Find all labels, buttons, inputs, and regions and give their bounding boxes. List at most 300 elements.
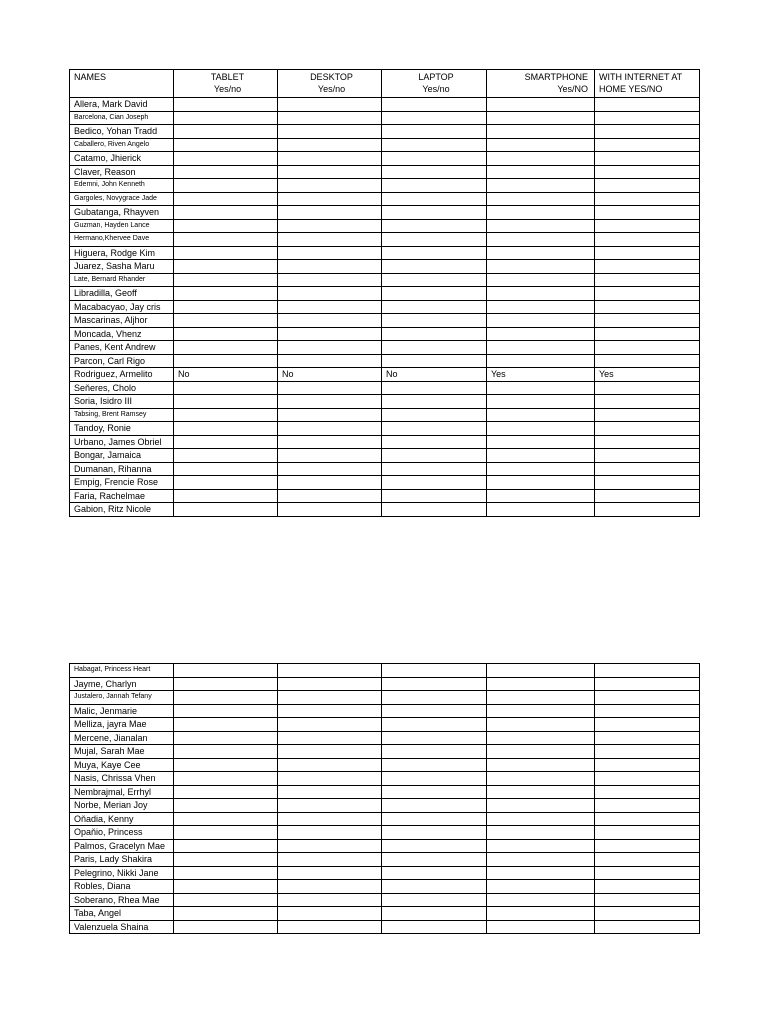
tablet-answer-cell — [174, 233, 278, 247]
student-name-cell: Barcelona, Cian Joseph — [70, 111, 174, 125]
desktop-answer-cell — [278, 219, 382, 233]
tablet-answer-cell — [174, 408, 278, 422]
header-desktop-sub: Yes/no — [317, 84, 346, 94]
internet-answer-cell — [595, 704, 700, 718]
tablet-answer-cell — [174, 395, 278, 409]
smartphone-answer-cell — [487, 179, 595, 193]
table-row — [70, 476, 700, 490]
table-row — [70, 907, 700, 921]
desktop-answer-cell — [278, 893, 382, 907]
laptop-answer-cell — [382, 880, 487, 894]
internet-answer-cell — [595, 799, 700, 813]
smartphone-answer-cell — [487, 691, 595, 705]
table-row — [70, 273, 700, 287]
tablet-answer-cell — [174, 718, 278, 732]
laptop-answer-cell — [382, 839, 487, 853]
internet-answer-cell — [595, 745, 700, 759]
header-names-label: NAMES — [74, 72, 107, 82]
laptop-answer-cell — [382, 435, 487, 449]
desktop-answer-cell — [278, 111, 382, 125]
table-row — [70, 341, 700, 355]
table-row — [70, 839, 700, 853]
smartphone-answer-cell — [487, 206, 595, 220]
student-name-cell: Parcon, Carl Rigo — [70, 354, 174, 368]
student-name-cell: Hermano,Khervee Dave — [70, 233, 174, 247]
internet-answer-cell — [595, 880, 700, 894]
tablet-answer-cell — [174, 179, 278, 193]
smartphone-answer-cell — [487, 785, 595, 799]
student-name-cell: Mascarinas, Aljhor — [70, 314, 174, 328]
laptop-answer-cell — [382, 138, 487, 152]
student-name-cell: Soria, Isidro III — [70, 395, 174, 409]
table-row — [70, 368, 700, 382]
tablet-answer-cell — [174, 745, 278, 759]
laptop-answer-cell — [382, 799, 487, 813]
table-row — [70, 260, 700, 274]
desktop-answer-cell — [278, 273, 382, 287]
internet-answer-cell — [595, 758, 700, 772]
internet-answer-cell — [595, 853, 700, 867]
desktop-answer-cell — [278, 152, 382, 166]
table-row — [70, 111, 700, 125]
internet-answer-cell: Yes — [595, 368, 700, 382]
internet-answer-cell — [595, 98, 700, 112]
tablet-answer-cell — [174, 327, 278, 341]
desktop-answer-cell — [278, 165, 382, 179]
laptop-answer-cell — [382, 98, 487, 112]
internet-answer-cell — [595, 839, 700, 853]
student-name-cell: Nembrajmal, Errhyl — [70, 785, 174, 799]
desktop-answer-cell — [278, 731, 382, 745]
smartphone-answer-cell — [487, 152, 595, 166]
laptop-answer-cell — [382, 125, 487, 139]
desktop-answer-cell — [278, 179, 382, 193]
desktop-answer-cell — [278, 260, 382, 274]
smartphone-answer-cell: Yes — [487, 368, 595, 382]
smartphone-answer-cell — [487, 300, 595, 314]
table-row — [70, 287, 700, 301]
smartphone-answer-cell — [487, 907, 595, 921]
student-name-cell: Paris, Lady Shakira — [70, 853, 174, 867]
laptop-answer-cell — [382, 341, 487, 355]
desktop-answer-cell — [278, 677, 382, 691]
laptop-answer-cell — [382, 731, 487, 745]
tablet-answer-cell — [174, 381, 278, 395]
tablet-answer-cell — [174, 704, 278, 718]
laptop-answer-cell — [382, 718, 487, 732]
student-name-cell: Allera, Mark David — [70, 98, 174, 112]
table-row — [70, 138, 700, 152]
smartphone-answer-cell — [487, 98, 595, 112]
student-name-cell: Urbano, James Obriel — [70, 435, 174, 449]
tablet-answer-cell — [174, 341, 278, 355]
header-desktop — [278, 70, 382, 98]
desktop-answer-cell — [278, 233, 382, 247]
internet-answer-cell — [595, 327, 700, 341]
table-row — [70, 300, 700, 314]
tablet-answer-cell — [174, 785, 278, 799]
desktop-answer-cell — [278, 839, 382, 853]
student-name-cell: Rodriguez, Armelito — [70, 368, 174, 382]
table-row — [70, 354, 700, 368]
tablet-answer-cell — [174, 489, 278, 503]
internet-answer-cell — [595, 273, 700, 287]
tablet-answer-cell: No — [174, 368, 278, 382]
desktop-answer-cell — [278, 327, 382, 341]
header-laptop-sub: Yes/no — [422, 84, 450, 94]
tablet-answer-cell — [174, 354, 278, 368]
internet-answer-cell — [595, 826, 700, 840]
student-name-cell: Robles, Diana — [70, 880, 174, 894]
desktop-answer-cell — [278, 462, 382, 476]
laptop-answer-cell — [382, 866, 487, 880]
desktop-answer-cell — [278, 435, 382, 449]
table-row — [70, 745, 700, 759]
table-row — [70, 893, 700, 907]
laptop-answer-cell — [382, 246, 487, 260]
desktop-answer-cell — [278, 691, 382, 705]
laptop-answer-cell — [382, 422, 487, 436]
smartphone-answer-cell — [487, 449, 595, 463]
internet-answer-cell — [595, 341, 700, 355]
desktop-answer-cell — [278, 745, 382, 759]
internet-answer-cell — [595, 138, 700, 152]
desktop-answer-cell — [278, 812, 382, 826]
laptop-answer-cell — [382, 206, 487, 220]
student-name-cell: Empig, Frencie Rose — [70, 476, 174, 490]
smartphone-answer-cell — [487, 246, 595, 260]
student-name-cell: Justalero, Jannah Tefany — [70, 691, 174, 705]
laptop-answer-cell — [382, 920, 487, 934]
header-tablet — [174, 70, 278, 98]
desktop-answer-cell — [278, 920, 382, 934]
table-row — [70, 206, 700, 220]
smartphone-answer-cell — [487, 758, 595, 772]
desktop-answer-cell — [278, 785, 382, 799]
desktop-answer-cell — [278, 300, 382, 314]
table-row — [70, 98, 700, 112]
student-name-cell: Norbe, Merian Joy — [70, 799, 174, 813]
student-name-cell: Oňadia, Kenny — [70, 812, 174, 826]
table-row — [70, 691, 700, 705]
tablet-answer-cell — [174, 664, 278, 678]
table-row — [70, 219, 700, 233]
smartphone-answer-cell — [487, 327, 595, 341]
desktop-answer-cell — [278, 395, 382, 409]
smartphone-answer-cell — [487, 853, 595, 867]
tablet-answer-cell — [174, 826, 278, 840]
student-name-cell: Malic, Jenmarie — [70, 704, 174, 718]
smartphone-answer-cell — [487, 314, 595, 328]
tablet-answer-cell — [174, 138, 278, 152]
smartphone-answer-cell — [487, 489, 595, 503]
student-name-cell: Late, Bernard Rhander — [70, 273, 174, 287]
internet-answer-cell — [595, 408, 700, 422]
laptop-answer-cell — [382, 233, 487, 247]
header-desktop-label: DESKTOP — [310, 72, 353, 82]
desktop-answer-cell — [278, 704, 382, 718]
student-name-cell: Mercene, Jianalan — [70, 731, 174, 745]
desktop-answer-cell — [278, 138, 382, 152]
laptop-answer-cell — [382, 758, 487, 772]
tablet-answer-cell — [174, 866, 278, 880]
desktop-answer-cell — [278, 758, 382, 772]
smartphone-answer-cell — [487, 799, 595, 813]
internet-answer-cell — [595, 489, 700, 503]
table-row — [70, 125, 700, 139]
internet-answer-cell — [595, 422, 700, 436]
table-row — [70, 812, 700, 826]
laptop-answer-cell — [382, 449, 487, 463]
table-row — [70, 664, 700, 678]
desktop-answer-cell — [278, 489, 382, 503]
table-row — [70, 408, 700, 422]
smartphone-answer-cell — [487, 893, 595, 907]
student-name-cell: Claver, Reason — [70, 165, 174, 179]
desktop-answer-cell — [278, 246, 382, 260]
student-name-cell: Moncada, Vhenz — [70, 327, 174, 341]
smartphone-answer-cell — [487, 381, 595, 395]
internet-answer-cell — [595, 893, 700, 907]
laptop-answer-cell — [382, 826, 487, 840]
internet-answer-cell — [595, 165, 700, 179]
internet-answer-cell — [595, 772, 700, 786]
internet-answer-cell — [595, 260, 700, 274]
table-row — [70, 731, 700, 745]
internet-answer-cell — [595, 907, 700, 921]
internet-answer-cell — [595, 718, 700, 732]
laptop-answer-cell — [382, 152, 487, 166]
internet-answer-cell — [595, 435, 700, 449]
smartphone-answer-cell — [487, 920, 595, 934]
student-name-cell: Libradilla, Geoff — [70, 287, 174, 301]
student-name-cell: Nasis, Chrissa Vhen — [70, 772, 174, 786]
tablet-answer-cell — [174, 314, 278, 328]
tablet-answer-cell — [174, 246, 278, 260]
laptop-answer-cell — [382, 853, 487, 867]
table-row — [70, 704, 700, 718]
student-name-cell: Panes, Kent Andrew — [70, 341, 174, 355]
header-internet-sub: HOME YES/NO — [599, 84, 663, 94]
smartphone-answer-cell — [487, 880, 595, 894]
header-tablet-sub: Yes/no — [213, 84, 242, 94]
smartphone-answer-cell — [487, 664, 595, 678]
internet-answer-cell — [595, 691, 700, 705]
tablet-answer-cell — [174, 165, 278, 179]
tablet-answer-cell — [174, 287, 278, 301]
laptop-answer-cell — [382, 381, 487, 395]
smartphone-answer-cell — [487, 395, 595, 409]
desktop-answer-cell — [278, 476, 382, 490]
desktop-answer-cell — [278, 866, 382, 880]
tablet-answer-cell — [174, 462, 278, 476]
tablet-answer-cell — [174, 503, 278, 517]
student-name-cell: Habagat, Princess Heart — [70, 664, 174, 678]
smartphone-answer-cell — [487, 826, 595, 840]
internet-answer-cell — [595, 219, 700, 233]
student-name-cell: Juarez, Sasha Maru — [70, 260, 174, 274]
smartphone-answer-cell — [487, 677, 595, 691]
header-row — [70, 70, 700, 98]
laptop-answer-cell — [382, 273, 487, 287]
student-name-cell: Bedico, Yohan Tradd — [70, 125, 174, 139]
student-name-cell: Taba, Angel — [70, 907, 174, 921]
smartphone-answer-cell — [487, 422, 595, 436]
tablet-answer-cell — [174, 772, 278, 786]
header-smartphone-label: SMARTPHONE — [524, 72, 588, 82]
tablet-answer-cell — [174, 839, 278, 853]
smartphone-answer-cell — [487, 408, 595, 422]
smartphone-answer-cell — [487, 718, 595, 732]
laptop-answer-cell — [382, 219, 487, 233]
tablet-answer-cell — [174, 219, 278, 233]
laptop-answer-cell — [382, 772, 487, 786]
table-row — [70, 920, 700, 934]
desktop-answer-cell — [278, 206, 382, 220]
internet-answer-cell — [595, 179, 700, 193]
header-smartphone-sub: Yes/NO — [557, 84, 588, 94]
tablet-answer-cell — [174, 731, 278, 745]
internet-answer-cell — [595, 354, 700, 368]
desktop-answer-cell — [278, 772, 382, 786]
desktop-answer-cell — [278, 880, 382, 894]
student-name-cell: Higuera, Rodge Kim — [70, 246, 174, 260]
student-name-cell: Bongar, Jamaica — [70, 449, 174, 463]
internet-answer-cell — [595, 314, 700, 328]
table-row — [70, 165, 700, 179]
table-row — [70, 866, 700, 880]
smartphone-answer-cell — [487, 812, 595, 826]
internet-answer-cell — [595, 785, 700, 799]
smartphone-answer-cell — [487, 745, 595, 759]
tablet-answer-cell — [174, 920, 278, 934]
laptop-answer-cell — [382, 354, 487, 368]
table-row — [70, 826, 700, 840]
laptop-answer-cell — [382, 785, 487, 799]
device-survey-table-top — [69, 69, 700, 517]
smartphone-answer-cell — [487, 462, 595, 476]
table-row — [70, 853, 700, 867]
internet-answer-cell — [595, 920, 700, 934]
smartphone-answer-cell — [487, 165, 595, 179]
laptop-answer-cell — [382, 260, 487, 274]
student-name-cell: Dumanan, Rihanna — [70, 462, 174, 476]
header-internet-label: WITH INTERNET AT — [599, 72, 683, 82]
desktop-answer-cell — [278, 314, 382, 328]
laptop-answer-cell — [382, 111, 487, 125]
internet-answer-cell — [595, 125, 700, 139]
table-row — [70, 314, 700, 328]
student-name-cell: Opaňio, Princess — [70, 826, 174, 840]
smartphone-answer-cell — [487, 125, 595, 139]
desktop-answer-cell — [278, 354, 382, 368]
internet-answer-cell — [595, 300, 700, 314]
table-row — [70, 489, 700, 503]
laptop-answer-cell — [382, 893, 487, 907]
internet-answer-cell — [595, 731, 700, 745]
laptop-answer-cell — [382, 745, 487, 759]
student-name-cell: Jayme, Charlyn — [70, 677, 174, 691]
student-name-cell: Guzman, Hayden Lance — [70, 219, 174, 233]
laptop-answer-cell — [382, 408, 487, 422]
internet-answer-cell — [595, 233, 700, 247]
internet-answer-cell — [595, 206, 700, 220]
tablet-answer-cell — [174, 907, 278, 921]
smartphone-answer-cell — [487, 704, 595, 718]
tablet-answer-cell — [174, 422, 278, 436]
laptop-answer-cell — [382, 192, 487, 206]
laptop-answer-cell — [382, 907, 487, 921]
tablet-answer-cell — [174, 893, 278, 907]
laptop-answer-cell — [382, 677, 487, 691]
device-survey-table-bottom — [69, 663, 700, 934]
tablet-answer-cell — [174, 260, 278, 274]
table-row — [70, 772, 700, 786]
student-name-cell: Gargoles, Novygrace Jade — [70, 192, 174, 206]
laptop-answer-cell — [382, 476, 487, 490]
desktop-answer-cell — [278, 98, 382, 112]
smartphone-answer-cell — [487, 341, 595, 355]
tablet-answer-cell — [174, 476, 278, 490]
laptop-answer-cell — [382, 314, 487, 328]
laptop-answer-cell — [382, 691, 487, 705]
desktop-answer-cell — [278, 718, 382, 732]
student-name-cell: Faria, Rachelmae — [70, 489, 174, 503]
desktop-answer-cell — [278, 907, 382, 921]
tablet-answer-cell — [174, 691, 278, 705]
student-name-cell: Palmos, Gracelyn Mae — [70, 839, 174, 853]
smartphone-answer-cell — [487, 273, 595, 287]
laptop-answer-cell — [382, 664, 487, 678]
desktop-answer-cell — [278, 664, 382, 678]
table-row — [70, 758, 700, 772]
table-row — [70, 785, 700, 799]
tablet-answer-cell — [174, 449, 278, 463]
table-row — [70, 395, 700, 409]
laptop-answer-cell — [382, 165, 487, 179]
internet-answer-cell — [595, 664, 700, 678]
tablet-answer-cell — [174, 192, 278, 206]
laptop-answer-cell — [382, 287, 487, 301]
student-name-cell: Mujal, Sarah Mae — [70, 745, 174, 759]
student-name-cell: Gubatanga, Rhayven — [70, 206, 174, 220]
tablet-answer-cell — [174, 880, 278, 894]
table-row — [70, 192, 700, 206]
smartphone-answer-cell — [487, 138, 595, 152]
smartphone-answer-cell — [487, 476, 595, 490]
internet-answer-cell — [595, 677, 700, 691]
table-row — [70, 799, 700, 813]
table-row — [70, 449, 700, 463]
desktop-answer-cell — [278, 192, 382, 206]
table-bottom-body — [70, 664, 700, 934]
student-name-cell: Gabion, Ritz Nicole — [70, 503, 174, 517]
header-internet — [595, 70, 700, 98]
tablet-answer-cell — [174, 677, 278, 691]
internet-answer-cell — [595, 111, 700, 125]
table-row — [70, 880, 700, 894]
student-name-cell: Muya, Kaye Cee — [70, 758, 174, 772]
smartphone-answer-cell — [487, 503, 595, 517]
laptop-answer-cell — [382, 179, 487, 193]
header-smartphone — [487, 70, 595, 98]
desktop-answer-cell — [278, 422, 382, 436]
tablet-answer-cell — [174, 853, 278, 867]
table-row — [70, 422, 700, 436]
tablet-answer-cell — [174, 152, 278, 166]
desktop-answer-cell: No — [278, 368, 382, 382]
student-name-cell: Tabsing, Brent Ramsey — [70, 408, 174, 422]
